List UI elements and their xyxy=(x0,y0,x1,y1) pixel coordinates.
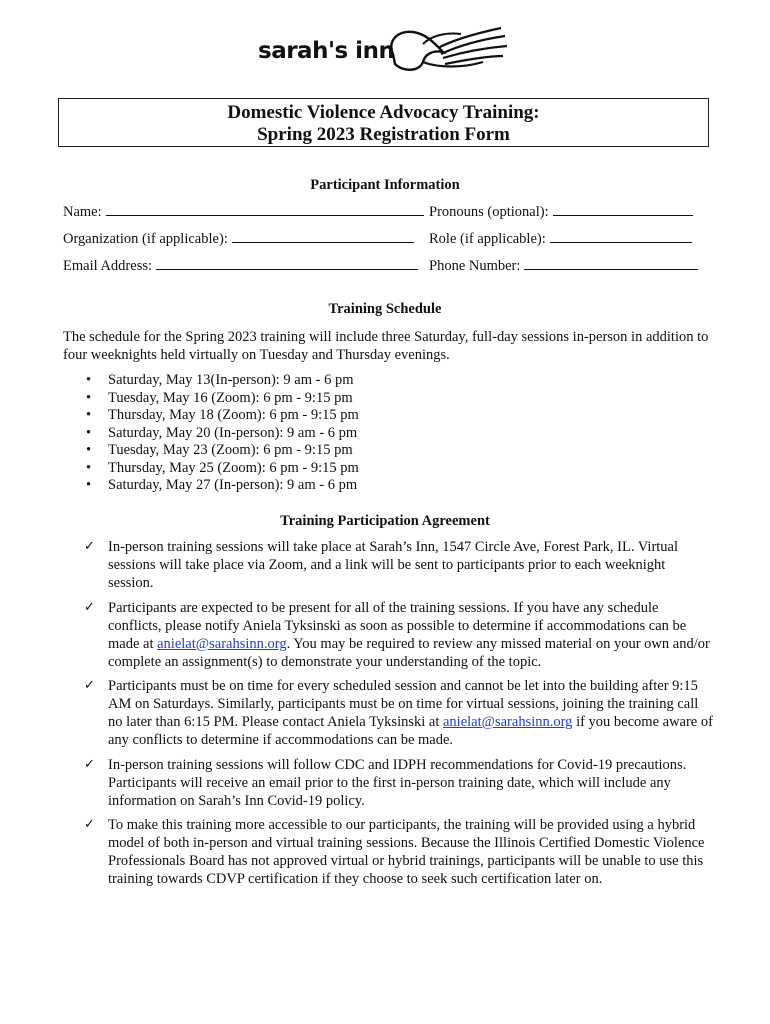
schedule-item-text: Tuesday, May 16 (Zoom): 6 pm - 9:15 pm xyxy=(108,389,353,406)
checkmark-icon: ✓ xyxy=(84,539,95,554)
agreement-item-text-after: . You may be required to review any missed material on your own and/or complete an assignment(s) to demonstrate your understanding of the topic. xyxy=(108,635,710,670)
form-title-box xyxy=(58,98,709,147)
hands-icon xyxy=(383,24,513,82)
agreement-item xyxy=(84,538,714,592)
participant-info-heading: Participant Information xyxy=(310,177,460,193)
field-row-organization xyxy=(63,230,713,248)
name-line[interactable] xyxy=(106,203,424,216)
role-field[interactable] xyxy=(429,230,692,248)
role-label: Role (if applicable): xyxy=(429,231,546,247)
agreement-item xyxy=(84,599,714,671)
agreement-item xyxy=(84,677,714,749)
organization-line[interactable] xyxy=(232,230,414,243)
agreement-heading: Training Participation Agreement xyxy=(280,513,490,529)
checkmark-icon: ✓ xyxy=(84,678,95,693)
field-row-email xyxy=(63,257,713,275)
schedule-item xyxy=(86,460,359,478)
email-label: Email Address: xyxy=(63,258,153,274)
bullet-icon: • xyxy=(86,372,92,388)
bullet-icon: • xyxy=(86,477,92,493)
checkmark-icon: ✓ xyxy=(84,599,95,615)
schedule-item-text: Thursday, May 25 (Zoom): 6 pm - 9:15 pm xyxy=(108,459,359,476)
bullet-icon: • xyxy=(86,407,92,423)
phone-line[interactable] xyxy=(524,257,698,270)
form-title-line1: Domestic Violence Advocacy Training: xyxy=(227,102,540,123)
bullet-icon: • xyxy=(86,389,92,406)
schedule-list xyxy=(86,372,359,495)
schedule-intro: The schedule for the Spring 2023 training will include three Saturday, full-day sessions in-person in addition to four weeknights held virtually on Tuesday and Thursday evenings. xyxy=(63,329,709,363)
schedule-item-text: Saturday, May 20 (In-person): 9 am - 6 pm xyxy=(108,424,358,441)
bullet-icon: • xyxy=(86,442,92,458)
field-row-name xyxy=(63,203,713,221)
email-link[interactable]: anielat@sarahsinn.org xyxy=(442,714,573,730)
training-schedule-heading: Training Schedule xyxy=(328,301,442,317)
agreement-item-text: In-person training sessions will follow CDC and IDPH recommendations for Covid-19 precautions. Participants will receive an email prior to the first in-person training date, which will include any information on Sarah’s Inn Covid-19 policy. xyxy=(108,756,687,809)
sarahs-inn-logo xyxy=(255,24,515,84)
agreement-item-text-after: if you become aware of any conflicts to determine if accommodations can be made. xyxy=(108,714,713,748)
agreement-item xyxy=(84,816,714,888)
organization-field[interactable] xyxy=(63,230,414,248)
schedule-item xyxy=(86,407,359,425)
schedule-item-text: Tuesday, May 23 (Zoom): 6 pm - 9:15 pm xyxy=(108,442,353,458)
agreement-item-text: Participants are expected to be present for all of the training sessions. If you have any schedule conflicts, please notify Aniela Tyksinski as soon as possible to determine if accommodations can be made at xyxy=(108,599,687,652)
schedule-item xyxy=(86,372,359,390)
role-line[interactable] xyxy=(550,230,692,243)
schedule-item-text: Saturday, May 13(In-person): 9 am - 6 pm xyxy=(108,372,354,388)
phone-field[interactable] xyxy=(429,257,698,275)
schedule-item xyxy=(86,425,359,443)
schedule-item xyxy=(86,477,359,495)
email-line[interactable] xyxy=(156,257,418,270)
bullet-icon: • xyxy=(86,459,92,476)
name-field[interactable] xyxy=(63,203,424,221)
pronouns-line[interactable] xyxy=(553,203,693,216)
agreement-item-text: Participants must be on time for every scheduled session and cannot be let into the building after 9:15 AM on Saturdays. Similarly, participants must be on time for virtual sessions, joining the training call no later than 6:15 PM. Please contact Aniela Tyksinski at xyxy=(108,678,699,730)
agreement-list xyxy=(84,538,714,895)
phone-label: Phone Number: xyxy=(429,258,521,274)
agreement-item-text: In-person training sessions will take place at Sarah’s Inn, 1547 Circle Ave, Forest Park, IL. Virtual sessions will take place via Zoom, and a link will be sent to participants prior to each weeknight session. xyxy=(108,539,679,591)
organization-label: Organization (if applicable): xyxy=(63,231,228,247)
schedule-item-text: Thursday, May 18 (Zoom): 6 pm - 9:15 pm xyxy=(108,407,359,423)
logo-text: sarah's inn xyxy=(258,38,395,64)
email-link[interactable]: anielat@sarahsinn.org xyxy=(157,635,287,652)
agreement-item xyxy=(84,756,714,810)
pronouns-field[interactable] xyxy=(429,203,693,221)
form-title-line2: Spring 2023 Registration Form xyxy=(257,124,510,145)
schedule-item xyxy=(86,390,359,408)
name-label: Name: xyxy=(63,204,102,220)
checkmark-icon: ✓ xyxy=(84,756,95,772)
pronouns-label: Pronouns (optional): xyxy=(429,204,549,220)
bullet-icon: • xyxy=(86,424,92,441)
schedule-item-text: Saturday, May 27 (In-person): 9 am - 6 pm xyxy=(108,477,358,493)
schedule-item xyxy=(86,442,359,460)
checkmark-icon: ✓ xyxy=(84,817,95,832)
agreement-item-text: To make this training more accessible to our participants, the training will be provided using a hybrid model of both in-person and virtual training sessions. Because the Illinois Certified Domestic Violence Professionals Board has not approved virtual or hybrid trainings, participants will be unable to use this training towards CDVP certification if they choose to seek such certification later on. xyxy=(108,817,705,887)
email-field[interactable] xyxy=(63,257,418,275)
